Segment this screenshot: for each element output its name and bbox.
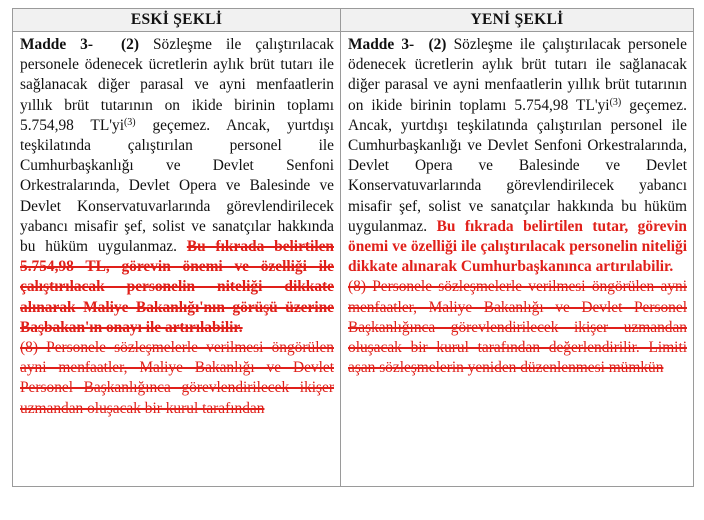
new-version-header: YENİ ŞEKLİ [341, 9, 693, 32]
old-footnote-ref: (3) [123, 116, 136, 128]
new-version-body [341, 32, 693, 378]
new-clause-number: (2) [428, 36, 447, 53]
comparison-table [12, 8, 694, 487]
new-clause-text: Sözleşme ile çalıştırılacak personele ödenecek ücretlerin aylık brüt tutarı ile sağlanacak diğer parasal ve ayni menfaatlerin yıllık brüt tutarının on ikide birinin toplamı 5.754,98 TL'yi [348, 36, 687, 114]
old-clause-number: (2) [121, 36, 139, 53]
old-paragraph-8 [20, 338, 334, 419]
old-clause-text: Sözleşme ile çalıştırılacak personele ödenecek ücretlerin aylık brüt tutarı ile sağlanacak diğer parasal ve ayni menfaatlerin yıllık brüt tutarının on ikide birinin toplamı 5.754,98 TL'yi [20, 36, 334, 134]
old-deleted-sentence: Bu fıkrada belirtilen 5.754,98 TL, görevin önemi ve özelliği ile çalıştırılacak personelin niteliği dikkate alınarak Maliye Bakanlığı'nın görüşü üzerine Başbakan'ın onayı ile artırılabilir. [20, 238, 334, 336]
old-paragraph-2 [20, 35, 334, 338]
old-version-body [13, 32, 340, 419]
old-article-label: Madde 3- [20, 36, 93, 53]
new-paragraph-2 [348, 35, 687, 277]
old-version-column [13, 9, 341, 486]
new-clause-text-cont: geçemez. Ancak, yurtdışı teşkilatında çalıştırılan personel ile Cumhurbaşkanlığı ve Devlet Senfoni Orkestralarında, Devlet Opera ve Balesinde ve Devlet Konservatuvarlarında görevlendirilecek yabancı misafir şef, solist ve sanatçılar hakkında bu hüküm uygulanmaz. [348, 96, 687, 235]
new-paragraph-8 [348, 277, 687, 378]
new-version-column [341, 9, 693, 486]
old-deleted-paragraph-8: (8) Personele sözleşmelerle verilmesi öngörülen ayni menfaatler, Maliye Bakanlığı ve Devlet Personel Başkanlığınca görevlendirilecek ikişer uzmandan oluşacak bir kurul tarafından [20, 339, 334, 417]
new-added-sentence: Bu fıkrada belirtilen tutar, görevin önemi ve özelliği ile çalıştırılacak personelin niteliği dikkate alınarak Cumhurbaşkanınca artırılabilir. [348, 217, 687, 276]
old-version-header: ESKİ ŞEKLİ [13, 9, 340, 32]
old-clause-text-cont: geçemez. Ancak, yurtdışı teşkilatında çalıştırılan personel ile Cumhurbaşkanlığı ve Devlet Senfoni Orkestralarında, Devlet Opera ve Balesinde ve Devlet Konservatuvarlarında görevlendirilecek yabancı misafir şef, solist ve sanatçılar hakkında bu hüküm uygulanmaz. [20, 116, 334, 256]
new-footnote-ref: (3) [609, 96, 622, 108]
new-deleted-paragraph-8: (8) Personele sözleşmelerle verilmesi öngörülen ayni menfaatler, Maliye Bakanlığı ve Devlet Personel Başkanlığınca görevlendirilecek ikişer uzmandan oluşacak bir kurul tarafından değerlendirilir. Limiti aşan sözleşmelerin yeniden düzenlenmesi mümkün [348, 278, 687, 377]
new-article-label: Madde 3- [348, 36, 415, 53]
